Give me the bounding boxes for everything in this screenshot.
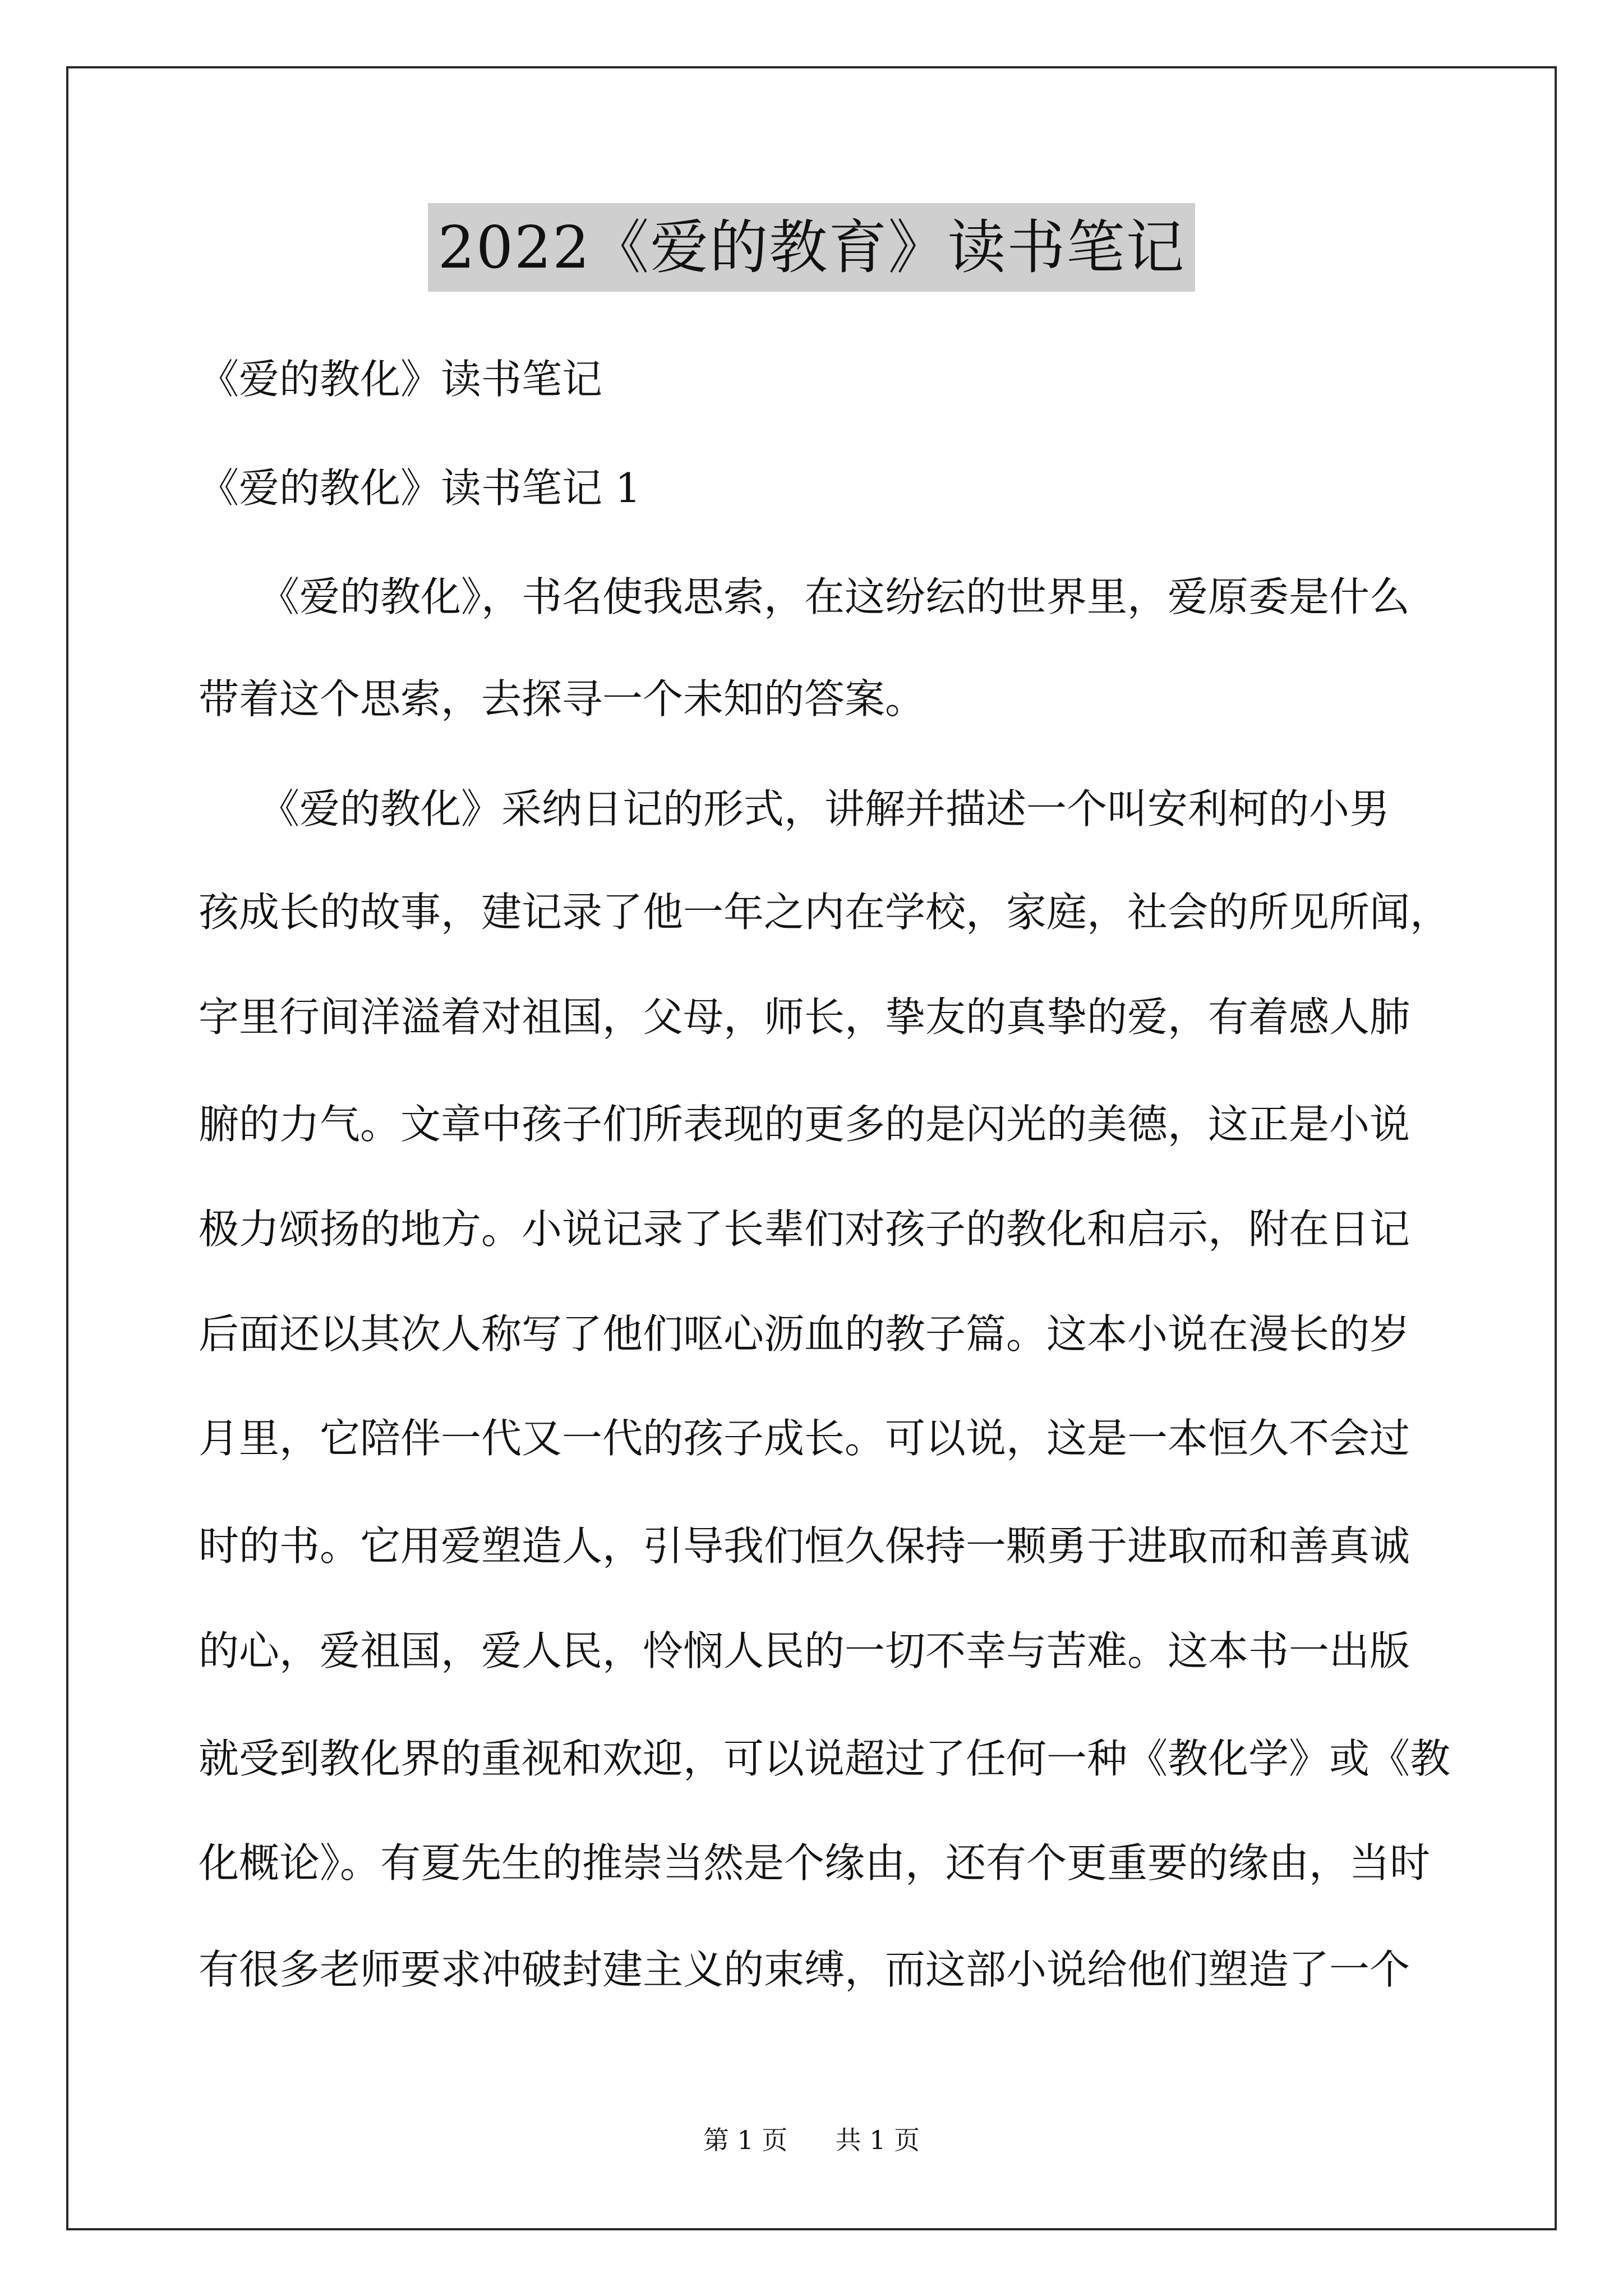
body-line: 字里行间洋溢着对祖国，父母，师长，挚友的真挚的爱，有着感人肺 — [199, 993, 1410, 1041]
page-number: 第 1 页 — [703, 2125, 788, 2155]
title-container — [0, 203, 1623, 292]
document-title: 2022《爱的教育》读书笔记 — [428, 203, 1196, 292]
page-footer — [0, 2123, 1623, 2157]
body-line: 腑的力气。文章中孩子们所表现的更多的是闪光的美德，这正是小说 — [199, 1101, 1410, 1148]
body-line: 时的书。它用爱塑造人，引导我们恒久保持一颗勇于进取而和善真诚 — [199, 1522, 1410, 1570]
body-line: 带着这个思索，去探寻一个未知的答案。 — [199, 675, 926, 723]
page-total: 共 1 页 — [835, 2125, 920, 2155]
body-line: 就受到教化界的重视和欢迎，可以说超过了任何一种《教化学》或《教 — [199, 1735, 1451, 1782]
body-line: 化概论》。有夏先生的推崇当然是个缘由，还有个更重要的缘由，当时 — [199, 1839, 1431, 1887]
section-subheading: 《爱的教化》读书笔记 1 — [199, 464, 641, 512]
body-line: 月里，它陪伴一代又一代的孩子成长。可以说，这是一本恒久不会过 — [199, 1415, 1410, 1462]
body-line: 极力颂扬的地方。小说记录了长辈们对孩子的教化和启示，附在日记 — [199, 1205, 1410, 1253]
body-line: 《爱的教化》采纳日记的形式，讲解并描述一个叫安利柯的小男 — [199, 785, 1390, 832]
body-line: 孩成长的故事，建记录了他一年之内在学校，家庭，社会的所见所闻， — [199, 889, 1451, 936]
body-line: 《爱的教化》，书名使我思索，在这纷纭的世界里，爱原委是什么 — [199, 573, 1410, 620]
body-line: 的心，爱祖国，爱人民，怜悯人民的一切不幸与苦难。这本书一出版 — [199, 1627, 1410, 1674]
body-line: 有很多老师要求冲破封建主义的束缚，而这部小说给他们塑造了一个 — [199, 1946, 1410, 1993]
section-heading: 《爱的教化》读书笔记 — [199, 356, 603, 403]
body-line: 后面还以其次人称写了他们呕心沥血的教子篇。这本小说在漫长的岁 — [199, 1310, 1410, 1358]
